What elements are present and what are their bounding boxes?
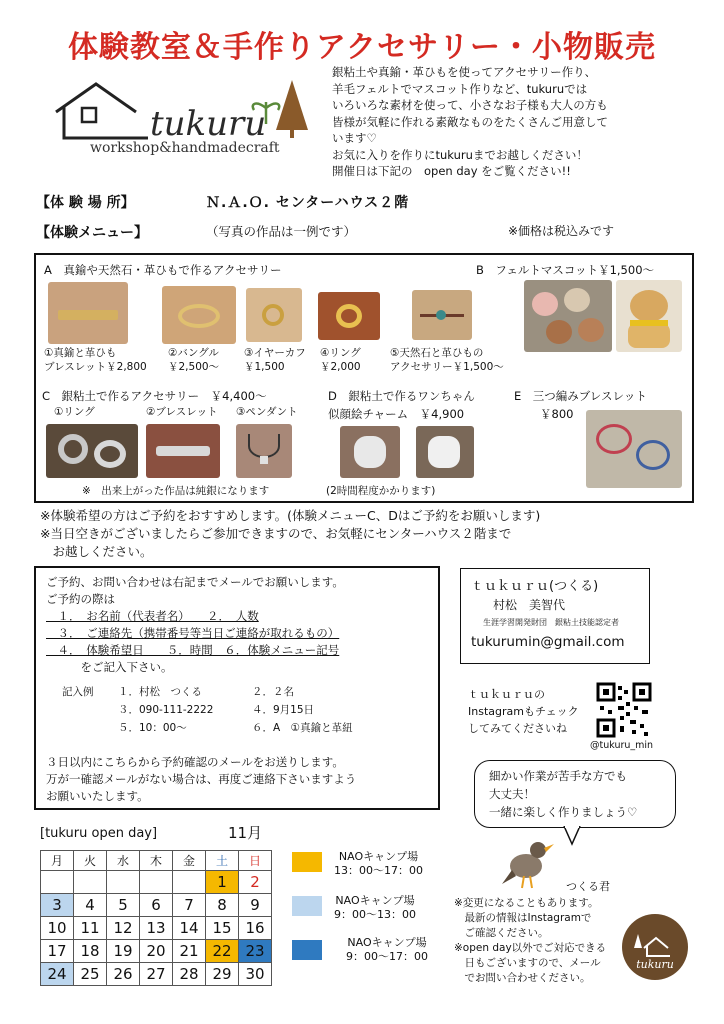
item-a5-name: ⑤天然石と革ひもの bbox=[390, 347, 484, 359]
res-item: １． お名前（代表者名） ２． 人数 bbox=[46, 609, 259, 623]
legend-swatch-blue bbox=[292, 940, 322, 960]
bangle-photo bbox=[162, 286, 236, 344]
contact-cert: 生涯学習開発財団 銀粘土技能認定者 bbox=[483, 618, 619, 627]
res-item: ３． ご連絡先（携帯番号等当日ご連絡が取れるもの） bbox=[46, 626, 340, 640]
intro-line: 羊毛フェルトでマスコット作りなど、tukuruでは bbox=[332, 81, 588, 96]
calendar-empty-cell bbox=[41, 871, 74, 894]
calendar-day: 8 bbox=[206, 894, 239, 917]
calendar-day: 6 bbox=[140, 894, 173, 917]
menu-e-title-1: E 三つ編みブレスレット bbox=[514, 389, 647, 403]
item-a5-price: アクセサリー￥1,500～ bbox=[390, 361, 504, 373]
stamp-logo bbox=[622, 914, 688, 980]
open-day-label: [tukuru open day] bbox=[40, 826, 158, 841]
item-a3-name: ③イヤーカフ bbox=[244, 347, 306, 359]
ring-photo bbox=[318, 292, 380, 340]
intro-line: 開催日は下記の open day をご覧ください!! bbox=[332, 164, 571, 178]
reservation-box bbox=[34, 566, 440, 810]
note-line: ※open day以外でご対応できる bbox=[454, 942, 607, 954]
menu-e-price: ￥800 bbox=[540, 407, 574, 421]
calendar-day: 17 bbox=[41, 940, 74, 963]
bottom-notes bbox=[454, 896, 606, 986]
menu-photo-note: （写真の作品は一例です） bbox=[206, 224, 357, 239]
open-day-month: 11月 bbox=[228, 824, 263, 842]
calendar-day: 26 bbox=[107, 963, 140, 986]
calendar-day: 19 bbox=[107, 940, 140, 963]
calendar-day: 23 bbox=[239, 940, 272, 963]
weekday-sat: 土 bbox=[206, 851, 239, 871]
silver-ring-photo bbox=[46, 424, 138, 478]
calendar-day: 9 bbox=[239, 894, 272, 917]
res-example-item: ５．10：00～ bbox=[118, 722, 187, 734]
calendar-day: 5 bbox=[107, 894, 140, 917]
item-c2-label: ②ブレスレット bbox=[146, 406, 218, 418]
calendar-day: 28 bbox=[173, 963, 206, 986]
qr-code-graphic bbox=[596, 682, 652, 738]
calendar-empty-cell bbox=[107, 871, 140, 894]
res-example-label: 記入例 bbox=[62, 686, 94, 698]
item-c1-label: ①リング bbox=[54, 406, 95, 418]
calendar-day: 4 bbox=[74, 894, 107, 917]
pendant-photo bbox=[236, 424, 292, 478]
legend-place: NAOキャンプ場 bbox=[335, 894, 415, 907]
intro-text bbox=[332, 64, 702, 180]
speech-bubble bbox=[474, 760, 676, 828]
note-line: 最新の情報はInstagramで bbox=[454, 912, 592, 924]
item-a1-caption bbox=[44, 346, 147, 374]
calendar-day: 21 bbox=[173, 940, 206, 963]
legend-place: NAOキャンプ場 bbox=[347, 936, 427, 949]
contact-box bbox=[460, 568, 650, 664]
calendar-week bbox=[41, 871, 272, 894]
res-example bbox=[46, 682, 428, 752]
mascot-name: つくる君 bbox=[566, 880, 610, 893]
calendar-day: 29 bbox=[206, 963, 239, 986]
footnote-duration: (2時間程度かかります) bbox=[326, 485, 436, 497]
silver-bracelet-photo bbox=[146, 424, 220, 478]
menu-label: 【体験メニュー】 bbox=[36, 225, 148, 241]
legend-entry bbox=[334, 894, 416, 922]
menu-d-title-1: D 銀粘土で作るワンちゃん bbox=[328, 389, 475, 403]
res-example-item: １．村松 つくる bbox=[118, 686, 202, 698]
res-confirm: お願いいたします。 bbox=[46, 789, 149, 803]
instagram-line: してみてくださいね bbox=[468, 722, 567, 735]
calendar-day: 10 bbox=[41, 917, 74, 940]
brass-bracelet-photo bbox=[48, 282, 128, 344]
legend-time: 9：00～13：00 bbox=[334, 908, 416, 921]
legend-time: 13：00～17：00 bbox=[334, 864, 423, 877]
tukuru-logo bbox=[50, 78, 310, 178]
calendar-day: 1 bbox=[206, 871, 239, 894]
note-line: ご確認ください。 bbox=[454, 927, 549, 939]
legend-entry bbox=[346, 936, 428, 964]
logo-wordmark: tukuru bbox=[150, 104, 267, 144]
res-example-item: ６．A ①真鍮と革紐 bbox=[252, 722, 353, 734]
bird-mascot-icon bbox=[500, 832, 560, 892]
item-a2-price: ￥2,500～ bbox=[168, 361, 220, 373]
footnote-pure-silver: ※ 出来上がった作品は純銀になります bbox=[82, 485, 270, 497]
res-line: ご予約の際は bbox=[46, 592, 115, 606]
res-item: をご記入下さい。 bbox=[46, 660, 173, 674]
item-a2-caption bbox=[168, 346, 219, 374]
calendar-week bbox=[41, 894, 272, 917]
menu-a-title: A 真鍮や天然石・革ひもで作るアクセサリー bbox=[44, 263, 282, 277]
felt-mascot-photo-2 bbox=[616, 280, 682, 352]
calendar-header bbox=[41, 851, 272, 871]
weekday-fri: 金 bbox=[173, 851, 206, 871]
instagram-handle[interactable]: @tukuru_min bbox=[590, 740, 654, 751]
stone-accessory-photo bbox=[412, 290, 472, 340]
intro-line: 銀粘土や真鍮・革ひもを使ってアクセサリー作り、 bbox=[332, 65, 597, 79]
calendar-empty-cell bbox=[140, 871, 173, 894]
dog-charm-photo-1 bbox=[340, 426, 400, 478]
legend-swatch-yellow bbox=[292, 852, 322, 872]
item-a3-price: ￥1,500 bbox=[244, 361, 285, 373]
calendar-table bbox=[40, 850, 272, 986]
legend-time: 9：00～17：00 bbox=[346, 950, 428, 963]
calendar-day: 27 bbox=[140, 963, 173, 986]
notice-line: ※当日空きがございましたらご参加できますので、お気軽にセンターハウス２階まで bbox=[40, 526, 512, 541]
res-example-item: ３．090-111-2222 bbox=[118, 704, 214, 716]
calendar-week bbox=[41, 940, 272, 963]
item-a2-name: ②バングル bbox=[168, 347, 219, 359]
calendar-day: 2 bbox=[239, 871, 272, 894]
item-c3-label: ③ペンダント bbox=[236, 406, 298, 418]
qr-code-icon[interactable] bbox=[596, 682, 652, 738]
instagram-line: Instagramもチェック bbox=[468, 705, 579, 718]
calendar-empty-cell bbox=[173, 871, 206, 894]
calendar-day: 15 bbox=[206, 917, 239, 940]
felt-mascot-photo-1 bbox=[524, 280, 612, 352]
calendar-day: 12 bbox=[107, 917, 140, 940]
notice-line: お越しください。 bbox=[40, 544, 153, 559]
menu-b-title: B フェルトマスコット￥1,500～ bbox=[476, 263, 655, 277]
weekday-tue: 火 bbox=[74, 851, 107, 871]
item-a5-caption bbox=[390, 346, 504, 374]
notice-line: ※体験希望の方はご予約をおすすめします。(体験メニューC、Dはご予約をお願いします) bbox=[40, 508, 541, 523]
location-value: Ｎ.Ａ.Ｏ. センターハウス２階 bbox=[206, 195, 410, 211]
calendar-day: 13 bbox=[140, 917, 173, 940]
weekday-sun: 日 bbox=[239, 851, 272, 871]
calendar-day: 18 bbox=[74, 940, 107, 963]
item-a3-caption bbox=[244, 346, 306, 374]
logo-subtitle: workshop&handmadecraft bbox=[90, 140, 280, 156]
weekday-wed: 水 bbox=[107, 851, 140, 871]
note-line: 日もございますので、メール bbox=[454, 957, 601, 969]
instagram-text bbox=[468, 686, 579, 737]
intro-line: 皆様が気軽に作れる素敵なものをたくさんご用意して bbox=[332, 114, 608, 129]
note-line: ※変更になることもあります。 bbox=[454, 897, 599, 909]
instagram-line: ｔｕｋｕｒｕの bbox=[468, 688, 545, 701]
calendar-day: 11 bbox=[74, 917, 107, 940]
contact-name: ｔｕｋｕｒｕ(つくる) bbox=[471, 579, 599, 594]
legend-swatch-lightblue bbox=[292, 896, 322, 916]
ear-cuff-photo bbox=[246, 288, 302, 342]
intro-line: お気に入りを作りにtukuruまでお越しください！ bbox=[332, 147, 588, 162]
item-a4-caption bbox=[320, 346, 361, 374]
intro-line: いろいろな素材を使って、小さなお子様も大人の方も bbox=[332, 98, 608, 112]
bubble-tail-icon bbox=[560, 826, 590, 846]
res-item: ４． 体験希望日 ５．時間 ６．体験メニュー記号 bbox=[46, 643, 340, 657]
calendar-day: 24 bbox=[41, 963, 74, 986]
menu-d-title-2: 似顔絵チャーム ￥4,900 bbox=[328, 407, 465, 421]
calendar-day: 16 bbox=[239, 917, 272, 940]
stamp-text: tukuru bbox=[636, 958, 674, 971]
contact-email[interactable]: tukurumin@gmail.com bbox=[471, 634, 625, 650]
calendar-empty-cell bbox=[74, 871, 107, 894]
bubble-line: 一緒に楽しく作りましょう♡ bbox=[489, 805, 638, 819]
res-confirm: ３日以内にこちらから予約確認のメールをお送りします。 bbox=[46, 755, 344, 769]
calendar-day: 7 bbox=[173, 894, 206, 917]
bubble-line: 大丈夫！ bbox=[489, 787, 535, 801]
weekday-thu: 木 bbox=[140, 851, 173, 871]
calendar-week bbox=[41, 917, 272, 940]
calendar-week bbox=[41, 963, 272, 986]
res-line: ご予約、お問い合わせは右記までメールでお願いします。 bbox=[46, 575, 344, 589]
calendar-day: 14 bbox=[173, 917, 206, 940]
res-example-item: ４．9月15日 bbox=[252, 704, 315, 716]
contact-person: 村松 美智代 bbox=[493, 598, 566, 612]
page-title: 体験教室＆手作りアクセサリー・小物販売 bbox=[67, 30, 657, 65]
item-a4-name: ④リング bbox=[320, 347, 361, 359]
weekday-mon: 月 bbox=[41, 851, 74, 871]
legend-entry bbox=[334, 850, 423, 878]
calendar-day: 30 bbox=[239, 963, 272, 986]
tax-note: ※価格は税込みです bbox=[508, 224, 615, 238]
res-confirm: 万が一確認メールがない場合は、再度ご連絡下さいますよう bbox=[46, 772, 357, 786]
legend-place: NAOキャンプ場 bbox=[338, 850, 419, 863]
dog-charm-photo-2 bbox=[416, 426, 474, 478]
braided-bracelet-photo bbox=[586, 410, 682, 488]
menu-c-title: C 銀粘土で作るアクセサリー ￥4,400～ bbox=[42, 389, 267, 403]
calendar-day: 25 bbox=[74, 963, 107, 986]
item-a4-price: ￥2,000 bbox=[320, 361, 361, 373]
item-a1-name: ①真鍮と革ひも bbox=[44, 347, 117, 359]
calendar-day: 22 bbox=[206, 940, 239, 963]
note-line: でお問い合わせください。 bbox=[454, 972, 591, 984]
calendar-day: 20 bbox=[140, 940, 173, 963]
item-a1-price: ブレスレット￥2,800 bbox=[44, 361, 147, 373]
location-label: 【体 験 場 所】 bbox=[36, 195, 135, 211]
intro-line: います♡ bbox=[332, 131, 377, 145]
bubble-line: 細かい作業が苦手な方でも bbox=[489, 769, 627, 783]
calendar-day: 3 bbox=[41, 894, 74, 917]
res-example-item: ２．２名 bbox=[252, 686, 294, 698]
